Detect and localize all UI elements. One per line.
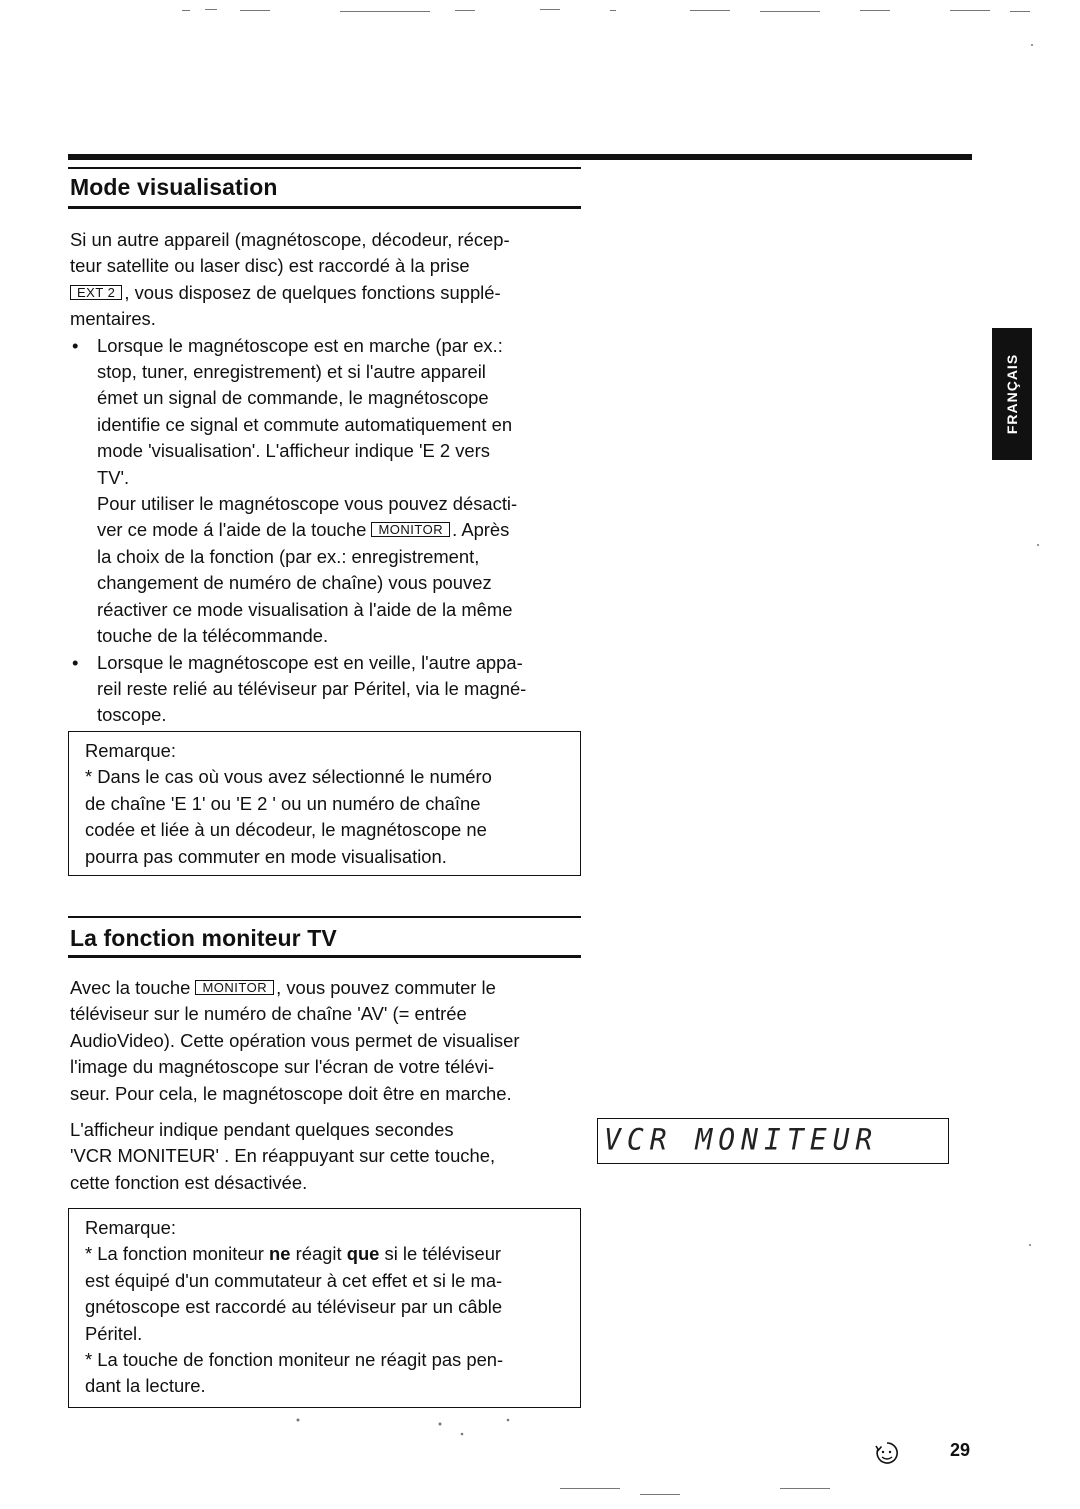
note-label: Remarque: <box>85 740 176 761</box>
section2-body: Avec la touche MONITOR , vous pouvez commuter le téléviseur sur le numéro de chaîne 'AV' (= entrée AudioVideo). Cette opération vous permet de visualiser l'image du magnétoscope sur l'écran de votre télévi- seur. Pour cela, le magnétoscope doit être en marche. L'afficheur indique pendant quelques secondes 'VCR MONITEUR' . En réappuyant sur cette touche, cette fonction est désactivée. <box>70 977 520 1193</box>
vcr-display <box>597 1118 949 1164</box>
section-title-fonction-moniteur: La fonction moniteur TV <box>70 925 337 951</box>
intro-line: EXT 2 , vous disposez de quelques fonctions supplé- <box>70 280 585 306</box>
bullet-item: • Lorsque le magnétoscope est en veille, l'autre appa- reil reste relié au téléviseur par Péritel, via le magné- toscope. <box>72 651 527 726</box>
language-tab: FRANÇAIS <box>992 328 1032 460</box>
monitor-key: MONITOR <box>371 522 450 537</box>
recycle-icon <box>872 1438 902 1468</box>
intro-line: mentaires. <box>70 308 156 330</box>
section-rule-top <box>68 167 581 169</box>
section-rule-top <box>68 916 581 918</box>
bullet-dot: • <box>72 334 79 356</box>
section-title-underline <box>68 955 581 958</box>
intro-line: Si un autre appareil (magnétoscope, décodeur, récep- <box>70 229 510 250</box>
section-title-mode-visualisation: Mode visualisation <box>70 174 278 200</box>
page-number: 29 <box>950 1440 971 1460</box>
bullet-dot: • <box>72 651 79 673</box>
top-rule <box>68 154 972 160</box>
bullet-item: • Lorsque le magnétoscope est en marche (par ex.: stop, tuner, enregistrement) et si l'autre appareil émet un signal de commande, le magnétoscope identifie ce signal et commute automatiquement en mode 'visualisation'. L'afficheur indique 'E 2 vers TV'. Pour utiliser le magnétoscope vous pouvez désacti- ver ce mode á l'aide de la touche MONITOR . Après la choix de la fonction (par ex.: enregistrement, changement de numéro de chaîne) vous pouvez réactiver ce mode visualisation à l'aide de la même touche de la télécommande. <box>72 334 518 647</box>
section1-body <box>70 227 585 729</box>
section-title-underline <box>68 206 581 209</box>
note-box: Remarque: * La fonction moniteur ne réagit que si le téléviseur est équipé d'un commutateur à cet effet et si le ma- gnétoscope est raccordé au téléviseur par un câble Péritel. * La touche de fonction moniteur ne réagit pas pen- dant la lecture. <box>68 1208 581 1408</box>
note-box: Remarque: * Dans le cas où vous avez sélectionné le numéro de chaîne 'E 1' ou 'E 2 ' ou un numéro de chaîne codée et liée à un décodeur, le magnétoscope ne pourra pas commuter en mode visualisation. <box>68 731 581 876</box>
note-label: Remarque: <box>85 1217 176 1238</box>
intro-line: teur satellite ou laser disc) est raccordé à la prise <box>70 255 470 277</box>
ext2-key: EXT 2 <box>70 285 122 300</box>
display-text: VCR MONITEUR <box>604 1122 879 1157</box>
monitor-key: MONITOR <box>195 980 274 995</box>
